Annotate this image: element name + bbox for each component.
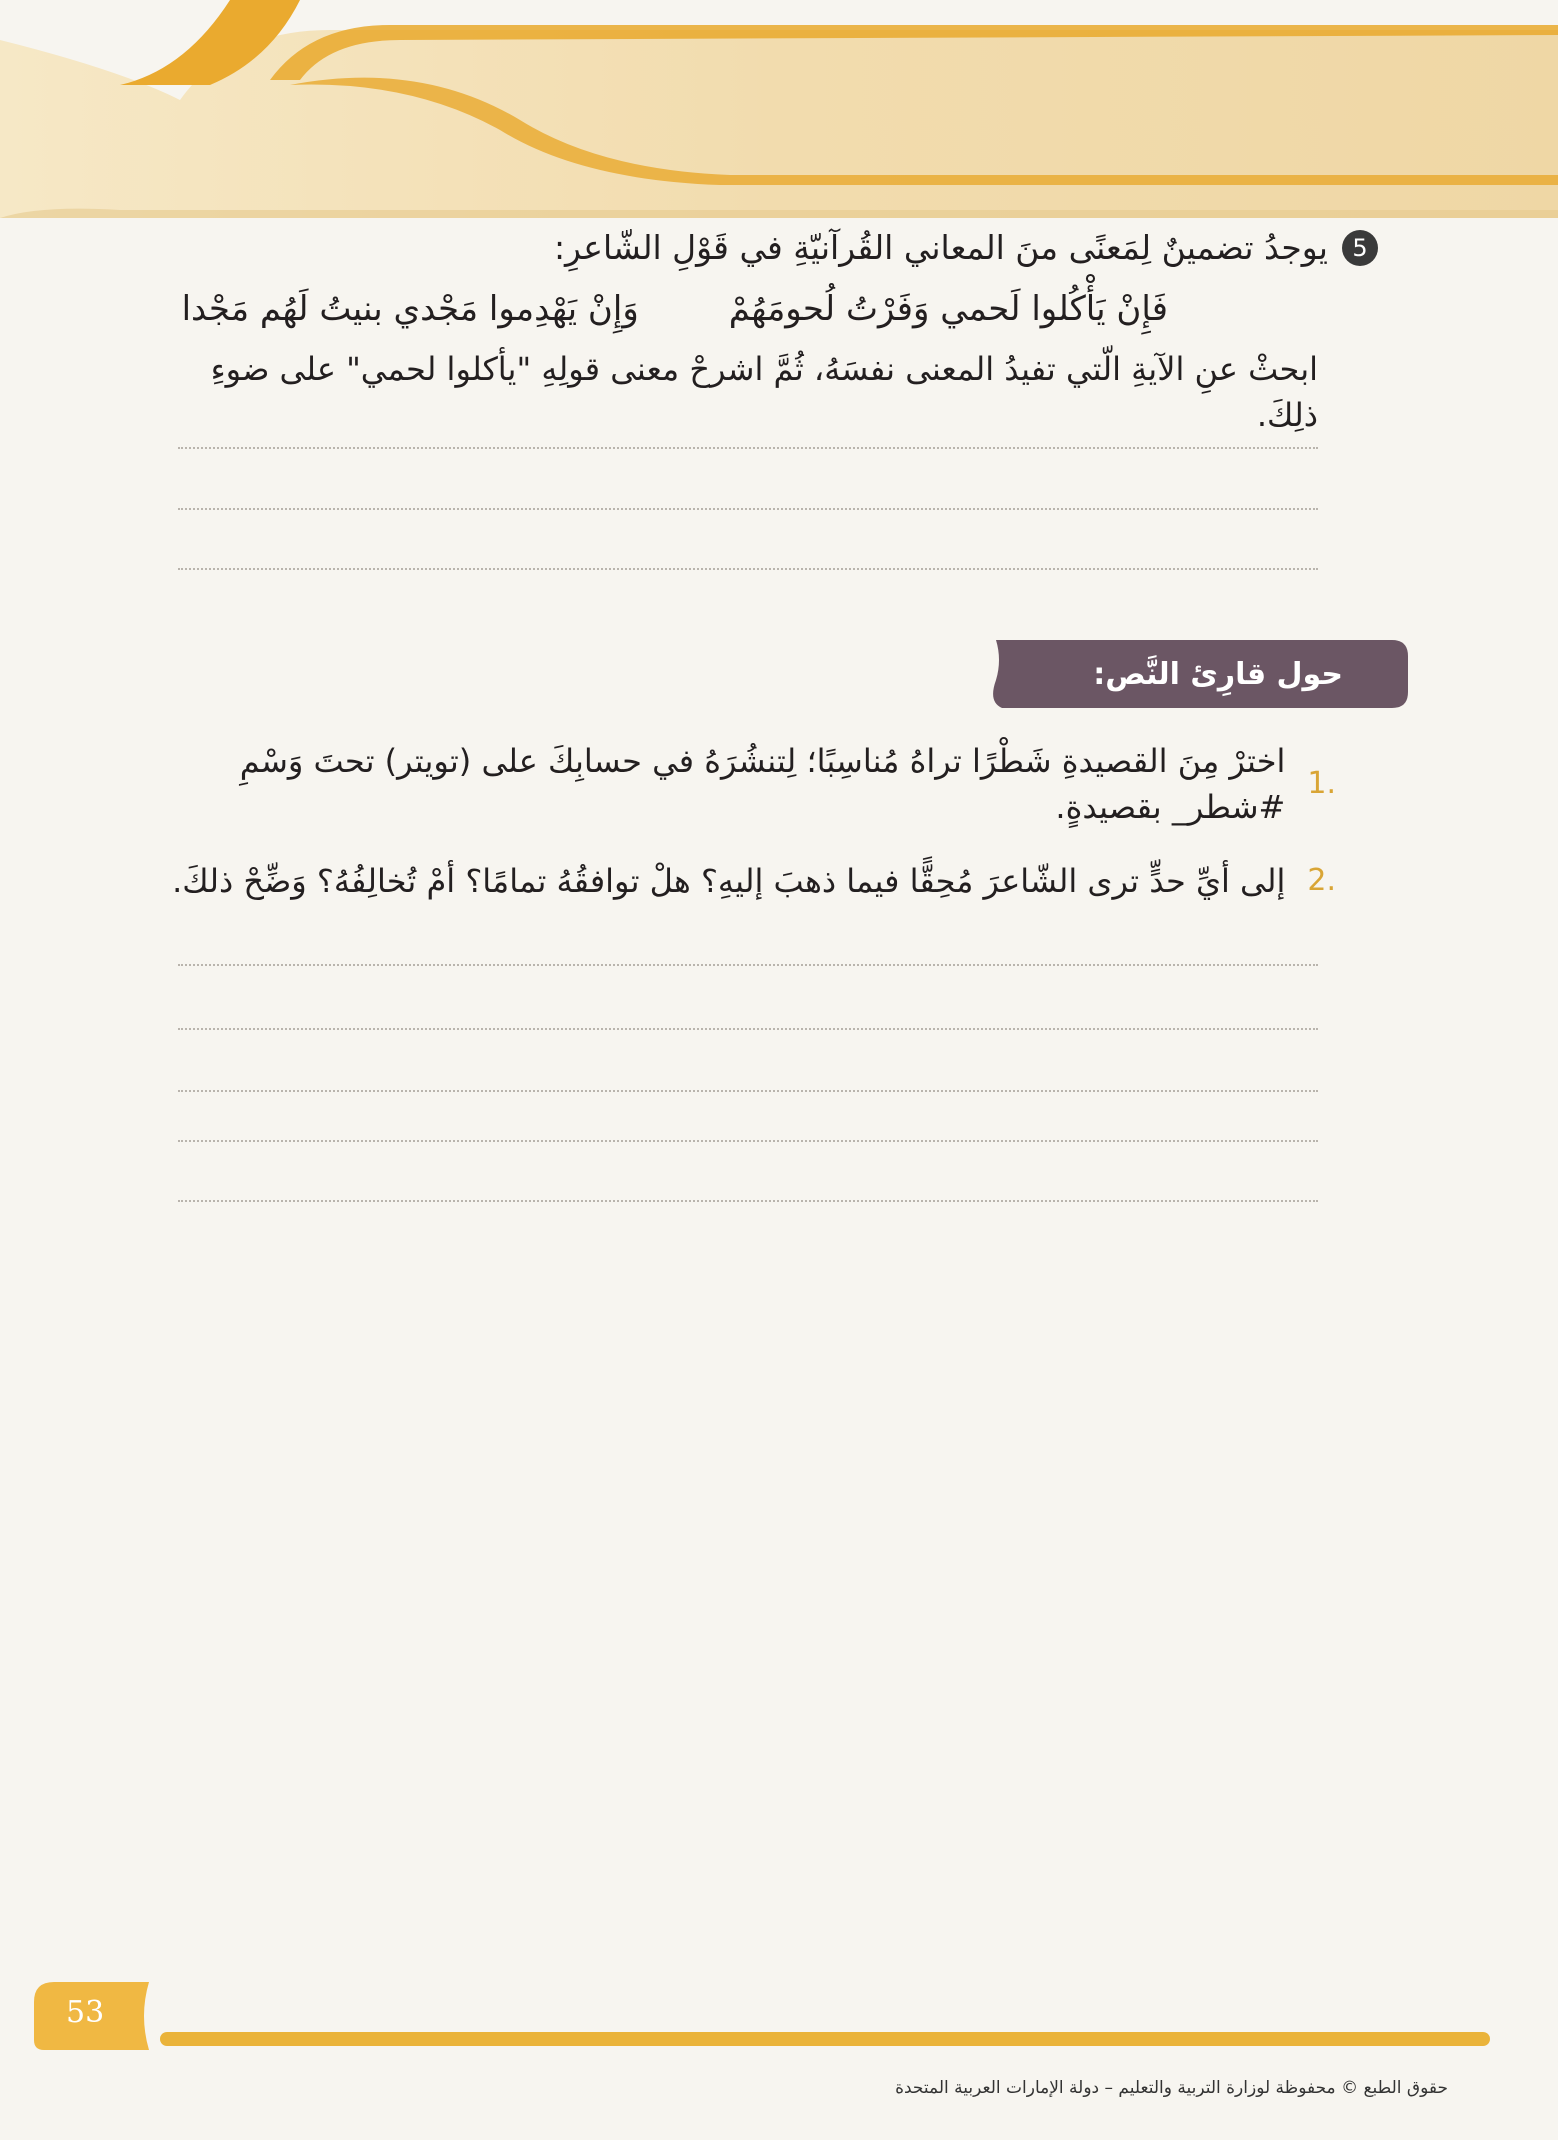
copyright-notice: حقوق الطبع © محفوظة لوزارة التربية والتعليم – دولة الإمارات العربية المتحدة <box>895 2078 1448 2098</box>
answer-line[interactable] <box>178 508 1318 510</box>
answer-line[interactable] <box>178 1200 1318 1202</box>
question-5-task: ابحثْ عنِ الآيةِ الّتي تفيدُ المعنى نفسَهُ، ثُمَّ اشرحْ معنى قولِهِ "يأكلوا لحمي" على ضوءِ ذلِكَ. <box>210 350 1318 434</box>
question-number-badge: 5 <box>1342 230 1378 266</box>
item-text: اخترْ مِنَ القصيدةِ شَطْرًا تراهُ مُناسِبًا؛ لِتنشُرَهُ في حسابِكَ على (تويتر) تحتَ وَسْمِ #شطر_ بقصيدةٍ. <box>239 742 1286 826</box>
answer-line[interactable] <box>178 447 1318 449</box>
question-5 <box>178 226 1378 270</box>
section-title: حول قارِئ النَّص: <box>1093 657 1343 692</box>
question-5-intro: يوجدُ تضمينٌ لِمَعنًى منَ المعاني القُرآنيّةِ في قَوْلِ الشّاعرِ: <box>553 228 1328 267</box>
answer-line[interactable] <box>178 1140 1318 1142</box>
item-text: إلى أيِّ حدٍّ ترى الشّاعرَ مُحِقًّا فيما ذهبَ إليهِ؟ هلْ توافقُهُ تمامًا؟ أمْ تُخالِفُهُ؟ وَضِّحْ ذلكَ. <box>172 862 1286 900</box>
answer-line[interactable] <box>178 568 1318 570</box>
list-item-2 <box>136 858 1336 904</box>
answer-line[interactable] <box>178 1090 1318 1092</box>
answer-line[interactable] <box>178 964 1318 966</box>
verse-first-hemistich: فَإِنْ يَأْكُلوا لَحمي وَفَرْتُ لُحومَهُمْ <box>728 289 1168 329</box>
list-item-1 <box>136 738 1336 830</box>
poem-verse <box>168 284 1168 334</box>
item-number: .1 <box>1307 766 1336 801</box>
verse-second-hemistich: وَإِنْ يَهْدِموا مَجْدي بنيتُ لَهُم مَجْدا <box>181 289 639 329</box>
decorative-header-banner <box>0 0 1558 230</box>
footer-bar <box>160 2032 1490 2046</box>
answer-line[interactable] <box>178 1028 1318 1030</box>
page-number: 53 <box>66 1995 105 2030</box>
item-number: .2 <box>1307 863 1336 898</box>
